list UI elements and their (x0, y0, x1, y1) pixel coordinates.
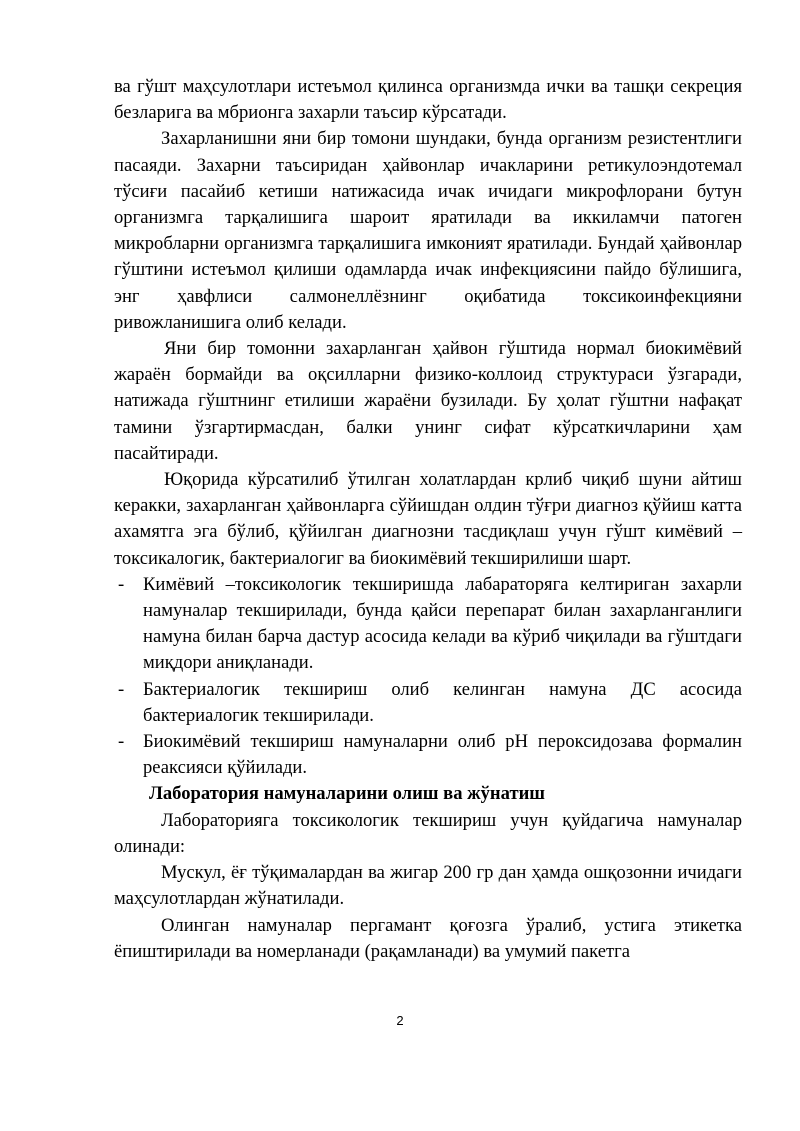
list-bullet: - (118, 678, 125, 700)
paragraph-diagnosis: Юқорида кўрсатилиб ўтилган холатлардан крлиб чиқиб шуни айтиш керакки, захарланган ҳайвонларга сўйишдан олдин тўғри диагноз қўйиш катта ахамятга эга бўлиб, қўйилган диагнозни тасдиқлаш учун гўшт кимёвий – токсикалогик, бактериалогиг ва биокимёвий текширилиши шарт. (114, 469, 742, 569)
list-item-text: Бактериалогик текшириш олиб келинган намуна ДС асосида бактериалогик текширилади. (143, 678, 742, 726)
paragraph-samples-intro: Лабораторияга токсикологик текшириш учун қуйдагича намуналар олинади: (114, 809, 742, 857)
list-item-biochemistry (114, 729, 742, 781)
list-item-text: Биокимёвий текшириш намуналарни олиб pH пероксидозава формалин реаксияси қўйилади. (143, 731, 742, 779)
page-body (114, 74, 742, 965)
list-item-chemical-toxicology (114, 572, 742, 677)
list-item-text: Кимёвий –токсикологик текширишда лабараторяга келтириган захарли намуналар текширилади, бунда қайси перепарат билан захарланганлиги намуна билан барча дастур асосида келади ва кўриб чиқилади ва гўштдаги миқдори аниқланади. (143, 573, 742, 674)
section-heading: Лаборатория намуналарини олиш ва жўнатиш (149, 783, 545, 805)
list-bullet: - (118, 731, 125, 753)
paragraph-continuation: ва гўшт маҳсулотлари истеъмол қилинса организмда ички ва ташқи секреция безларига ва мбрионга захарли таъсир кўрсатади. (114, 76, 742, 124)
paragraph-sample-packaging: Олинган намуналар пергамант қоғозга ўралиб, устига этикетка ёпиштирилади ва номерланади (рақамланади) ва умумий пакетга (114, 914, 742, 962)
list-bullet: - (118, 573, 125, 595)
paragraph-poisoning-effects: Захарланишни яни бир томони шундаки, бунда организм резистентлиги пасаяди. Захарни таъсиридан ҳайвонлар ичакларини ретикулоэндотемал тўсиғи пасайиб кетиши натижасида ичак ичидаги микрофлорани бутун организмга тарқалишига шароит яратилади ва иккиламчи патоген микробларни организмга тарқалишига имконият яратилади. Бундай ҳайвонлар гўштини истеъмол қилиши одамларда ичак инфекциясини пайдо бўлишига, энг ҳавфлиси салмонеллёзнинг оқибатида токсикоинфекцияни ривожланишига олиб келади. (114, 128, 742, 333)
paragraph-meat-biochemistry: Яни бир томонни захарланган ҳайвон гўштида нормал биокимёвий жараён бормайди ва оқсилларни физико-коллоид структураси ўзгаради, натижада гўштнинг етилиши жараёни бузилади. Бу ҳолат гўштни нафақат тамини ўзгартирмасдан, балки унинг сифат кўрсаткичларини ҳам пасайтиради. (114, 338, 742, 464)
list-item-bacteriology (114, 677, 742, 729)
page-number: 2 (396, 1013, 404, 1028)
paragraph-sample-types: Мускул, ёғ тўқималардан ва жигар 200 гр дан ҳамда ошқозонни ичидаги маҳсулотлардан жўнатилади. (114, 862, 742, 910)
test-methods-list (114, 572, 742, 782)
